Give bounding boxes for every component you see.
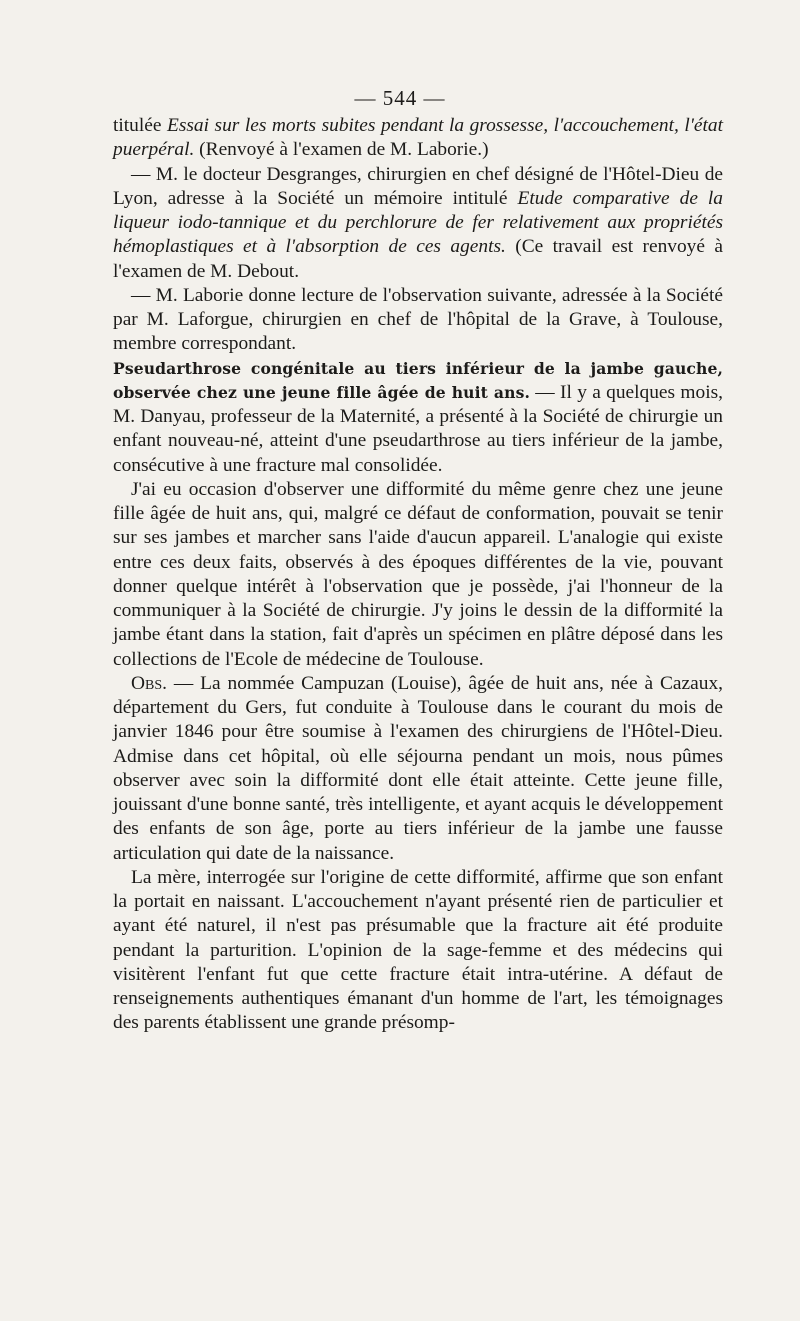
paragraph-desgranges — [113, 163, 723, 284]
paragraph-referral-laborie — [113, 114, 723, 163]
text-run: titulée — [113, 115, 167, 136]
paragraph-laborie-reading: — M. Laborie donne lecture de l'observation suivante, adressée à la Société par M. Laforgue, chirurgien en chef de l'hôpital de la Grave, à Toulouse, membre correspondant. — [113, 284, 723, 355]
paragraph-analogy: J'ai eu occasion d'observer une difformité du même genre chez une jeune fille âgée de huit ans, qui, malgré ce défaut de conformation, pouvait se tenir sur ses jambes et marcher sans l'aide d'aucun appareil. L'analogie qui existe entre ces deux faits, observés à des époques différentes de la vie, pouvant donner quelque intérêt à l'observation que je possède, j'ai l'honneur de la communiquer à la Société de chirurgie. J'y joins le dessin de la difformité la jambe étant dans la station, fait d'après un spécimen en plâtre déposé dans les collections de l'Ecole de médecine de Toulouse. — [113, 478, 723, 670]
memoir-title: Essai sur les morts subites pendant la grossesse, l'accouchement, l'état puerpéral. — [113, 115, 723, 161]
text-run: — M. le docteur Desgranges, chirurgien en chef désigné de l'Hôtel-Dieu de Lyon, adresse à la Société un mémoire intitulé — [113, 163, 723, 209]
memoir-title: Etude comparative de la liqueur iodo-tannique et du perchlorure de fer relativement aux propriétés hémoplastiques et à l'absorption de ces agents. — [113, 187, 723, 258]
obs-label: Obs. — [131, 672, 167, 694]
paragraph-mother-account: La mère, interrogée sur l'origine de cette difformité, affirme que son enfant la portait en naissant. L'accouchement n'ayant présenté rien de particulier et ayant été naturel, il n'est pas présumable que la fracture ait été produite pendant la parturition. L'opinion de la sage-femme et des médecins qui visitèrent l'enfant fut que cette fracture était intra-utérine. A défaut de renseignements authentiques émanant d'un homme de l'art, les témoignages des parents établissent une grande présomp- — [113, 866, 723, 1034]
paragraph-obs-case — [113, 672, 723, 866]
observation-title: Pseudarthrose congénitale au tiers inférieur de la jambe gauche, observée chez une jeune fille âgée de huit ans. — [113, 358, 723, 402]
text-run: (Ce travail est renvoyé à l'examen de M. Debout. — [113, 236, 723, 282]
text-run: — La nommée Campuzan (Louise), âgée de huit ans, née à Cazaux, département du Gers, fut conduite à Toulouse dans le courant du mois de janvier 1846 pour être soumise à l'examen des chirurgiens de l'Hôtel-Dieu. Admise dans cet hôpital, où elle séjourna pendant un mois, nous pûmes observer avec soin la difformité dont elle était atteinte. Cette jeune fille, jouissant d'une bonne santé, très intelligente, et ayant acquis le développement des enfants de son âge, porte au tiers inférieur de la jambe une fausse articulation qui date de la naissance. — [113, 672, 723, 864]
paragraph-observation-heading — [113, 357, 723, 478]
text-run: — Il y a quelques mois, M. Danyau, professeur de la Maternité, a présenté à la Société de chirurgie un enfant nouveau-né, atteint d'une pseudarthrose au tiers inférieur de la jambe, consécutive à une fracture mal consolidée. — [113, 381, 723, 476]
text-run: (Renvoyé à l'examen de M. Laborie.) — [194, 139, 489, 161]
page-number: — 544 — — [354, 86, 446, 110]
body-text — [113, 114, 723, 1036]
